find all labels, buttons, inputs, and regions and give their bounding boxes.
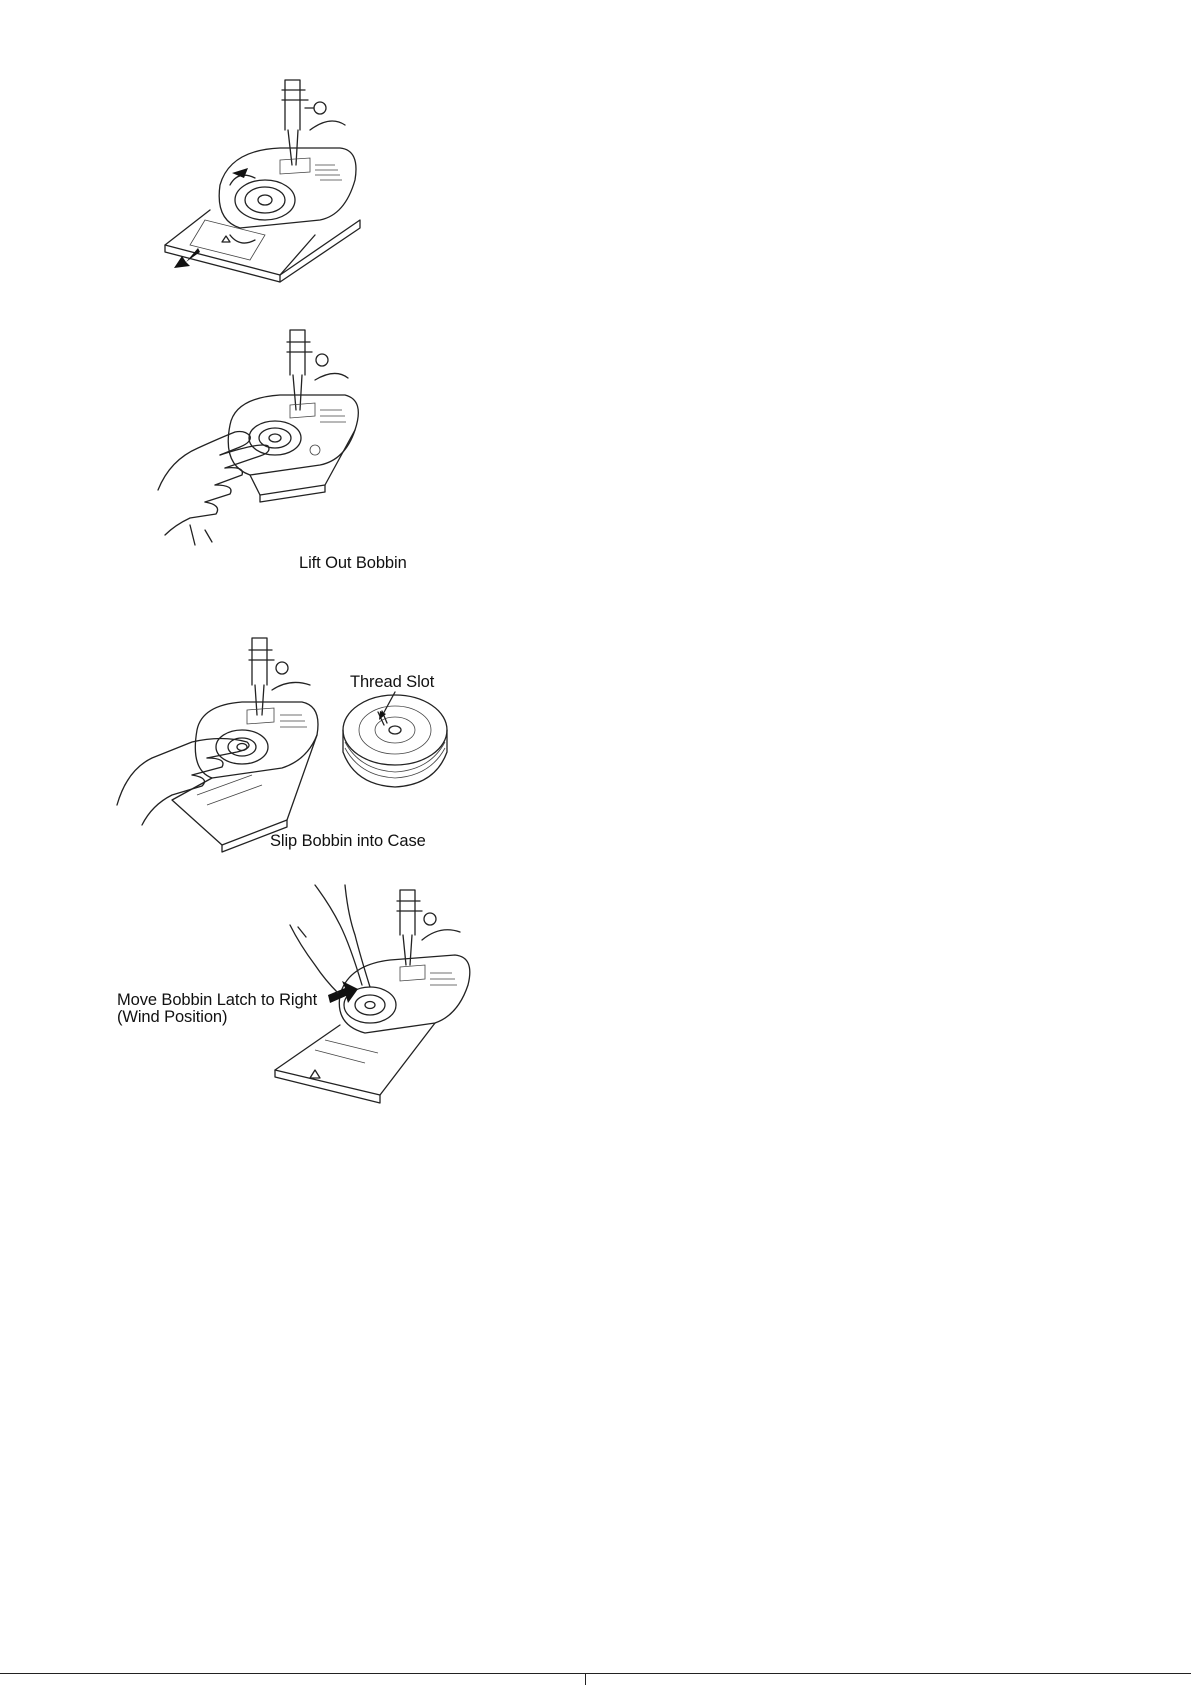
- page-bottom-tick: [585, 1673, 586, 1685]
- page-bottom-rule: [0, 1673, 1191, 1674]
- bobbin-detail-illustration: [340, 690, 470, 800]
- label-lift-out-bobbin: Lift Out Bobbin: [299, 554, 407, 572]
- label-thread-slot: Thread Slot: [350, 673, 435, 691]
- label-move-bobbin-latch: Move Bobbin Latch to Right: [117, 991, 318, 1009]
- label-wind-position: (Wind Position): [117, 1008, 228, 1026]
- figure-lift-out-bobbin: [150, 320, 390, 570]
- thread-slot-pointer: [375, 690, 405, 722]
- figure-remove-slide-plate: [160, 70, 400, 310]
- figure-slip-bobbin-into-case: [112, 630, 342, 855]
- label-slip-bobbin-into-case: Slip Bobbin into Case: [270, 832, 426, 850]
